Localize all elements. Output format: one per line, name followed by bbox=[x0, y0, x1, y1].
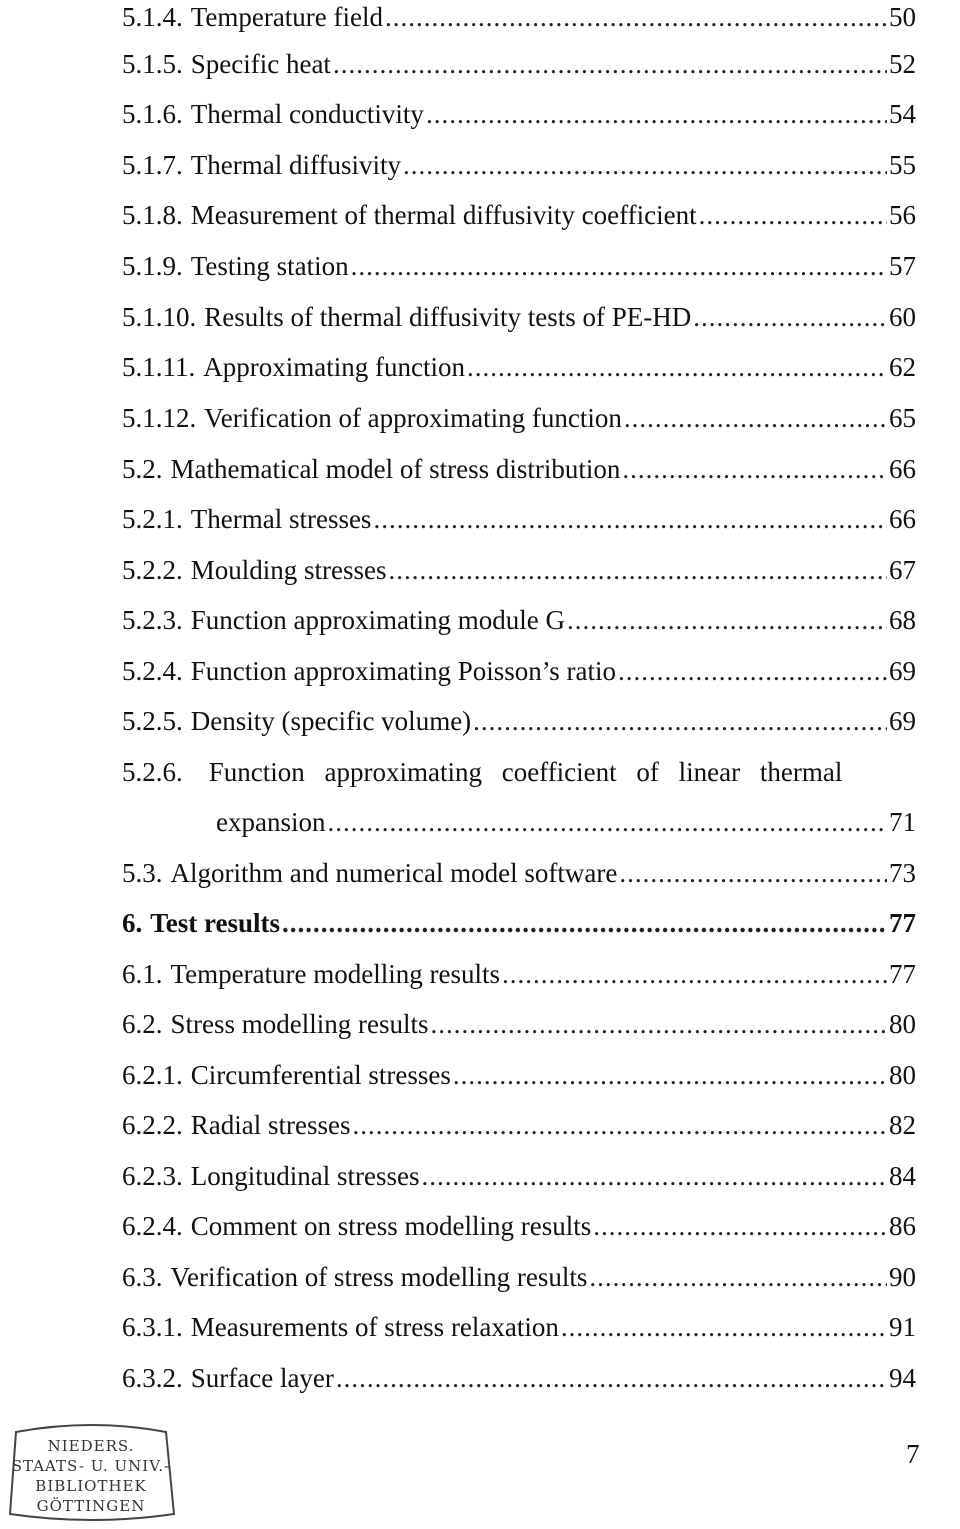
toc-entry-page: 91 bbox=[889, 1312, 916, 1342]
toc-leader-dots bbox=[619, 856, 887, 890]
toc-entry-page: 62 bbox=[889, 352, 916, 382]
stamp-line: STAATS- U. UNIV.- bbox=[11, 1457, 171, 1475]
toc-entry-title: Specific heat bbox=[190, 49, 331, 79]
toc-entry bbox=[122, 502, 916, 536]
toc-entry-title: Testing station bbox=[190, 251, 349, 281]
library-stamp bbox=[2, 1418, 180, 1526]
toc-leader-dots bbox=[431, 1007, 888, 1041]
toc-entry-page: 77 bbox=[889, 908, 916, 938]
toc-entry bbox=[216, 805, 916, 839]
toc-entry-number: 5.2.2. bbox=[122, 555, 183, 585]
toc-entry-title: Density (specific volume) bbox=[190, 706, 472, 736]
toc-entry-title: Measurements of stress relaxation bbox=[190, 1312, 559, 1342]
toc-entry-title: Stress modelling results bbox=[170, 1009, 429, 1039]
toc-leader-dots bbox=[453, 1058, 887, 1092]
toc-entry bbox=[122, 856, 916, 890]
toc-entry-page: 80 bbox=[889, 1009, 916, 1039]
toc-entry-title: Longitudinal stresses bbox=[190, 1161, 420, 1191]
toc-entry-number: 6.2.1. bbox=[122, 1060, 183, 1090]
toc-entry-number: 6.3.2. bbox=[122, 1363, 183, 1393]
toc-entry-page: 55 bbox=[889, 150, 916, 180]
toc-leader-dots bbox=[467, 350, 887, 384]
toc-entry-page: 90 bbox=[889, 1262, 916, 1292]
toc-entry-title: Moulding stresses bbox=[190, 555, 387, 585]
toc-entry-page: 54 bbox=[889, 99, 916, 129]
toc-entry-title: Results of thermal diffusivity tests of PE-HD bbox=[204, 302, 692, 332]
toc-entry-page: 56 bbox=[889, 200, 916, 230]
toc-entry-number: 5.1.10. bbox=[122, 302, 197, 332]
toc-entry bbox=[122, 1007, 916, 1041]
toc-entry bbox=[122, 350, 916, 384]
toc-leader-dots bbox=[693, 300, 887, 334]
toc-entry bbox=[122, 1108, 916, 1142]
toc-entry-number: 5.2.4. bbox=[122, 656, 183, 686]
toc-entry-number: 5.1.6. bbox=[122, 99, 183, 129]
toc-entry bbox=[122, 0, 916, 34]
toc-entry bbox=[122, 300, 916, 334]
toc-entry-number: 5.1.4. bbox=[122, 2, 183, 32]
toc-leader-dots bbox=[593, 1209, 887, 1243]
toc-entry-title: Temperature field bbox=[190, 2, 384, 32]
toc-entry bbox=[122, 1310, 916, 1344]
toc-entry-page: 80 bbox=[889, 1060, 916, 1090]
toc-entry-number: 5.2.6. bbox=[122, 757, 183, 787]
toc-entry bbox=[122, 553, 916, 587]
toc-entry bbox=[122, 1209, 916, 1243]
toc-entry-number: 5.2.3. bbox=[122, 605, 183, 635]
toc-leader-dots bbox=[282, 906, 887, 940]
toc-entry-page: 69 bbox=[889, 656, 916, 686]
toc-entry-page: 69 bbox=[889, 706, 916, 736]
toc-entry-page: 60 bbox=[889, 302, 916, 332]
toc-entry-title: Radial stresses bbox=[190, 1110, 351, 1140]
toc-leader-dots bbox=[336, 1361, 887, 1395]
toc-entry-title: Surface layer bbox=[190, 1363, 334, 1393]
toc-leader-dots bbox=[352, 1108, 887, 1142]
toc-entry-number: 6.2. bbox=[122, 1009, 163, 1039]
toc-entry-number: 5.1.11. bbox=[122, 352, 196, 382]
toc-entry-title: Mathematical model of stress distribution bbox=[170, 454, 621, 484]
toc-entry-number: 6.1. bbox=[122, 959, 163, 989]
toc-entry bbox=[122, 603, 916, 637]
toc-entry-number: 6.3.1. bbox=[122, 1312, 183, 1342]
toc-entry-number: 6.2.2. bbox=[122, 1110, 183, 1140]
toc-entry-title: Approximating function bbox=[203, 352, 465, 382]
toc-entry-number: 5.1.7. bbox=[122, 150, 183, 180]
page-number: 7 bbox=[906, 1439, 920, 1469]
stamp-line: GÖTTINGEN bbox=[36, 1497, 146, 1515]
toc-leader-dots bbox=[567, 603, 887, 637]
toc-entry-number: 5.1.12. bbox=[122, 403, 197, 433]
toc-entry-page: 71 bbox=[889, 807, 916, 837]
toc-leader-dots bbox=[622, 452, 887, 486]
toc-entry bbox=[122, 452, 916, 486]
toc-leader-dots bbox=[389, 553, 888, 587]
toc-leader-dots bbox=[421, 1159, 887, 1193]
toc-entry-page: 84 bbox=[889, 1161, 916, 1191]
toc-entry-title: Comment on stress modelling results bbox=[190, 1211, 592, 1241]
toc-entry-page: 66 bbox=[889, 454, 916, 484]
toc-leader-dots bbox=[426, 97, 887, 131]
toc-entry bbox=[122, 198, 916, 232]
toc-entry-number: 5.2.1. bbox=[122, 504, 183, 534]
toc-entry-title: Function approximating coefficient of linear thermal bbox=[208, 757, 843, 787]
toc-entry-title: Function approximating Poisson’s ratio bbox=[190, 656, 616, 686]
toc-entry-number: 5.1.5. bbox=[122, 49, 183, 79]
toc-entry-title: Thermal stresses bbox=[190, 504, 372, 534]
toc-leader-dots bbox=[385, 0, 887, 34]
toc-entry-title: Algorithm and numerical model software bbox=[170, 858, 618, 888]
toc-entry-page: 86 bbox=[889, 1211, 916, 1241]
toc-entry bbox=[122, 755, 920, 789]
toc-leader-dots bbox=[699, 198, 887, 232]
toc-entry bbox=[122, 97, 916, 131]
toc-entry-title: Temperature modelling results bbox=[170, 959, 501, 989]
toc-chapter-entry bbox=[122, 906, 916, 940]
toc-entry bbox=[122, 704, 916, 738]
toc-leader-dots bbox=[618, 654, 887, 688]
toc-leader-dots bbox=[589, 1260, 887, 1294]
toc-entry bbox=[122, 654, 916, 688]
toc-entry-number: 6.2.3. bbox=[122, 1161, 183, 1191]
toc-leader-dots bbox=[403, 148, 887, 182]
toc-entry bbox=[122, 1260, 916, 1294]
toc-entry bbox=[122, 1361, 916, 1395]
toc-entry-number: 5.2. bbox=[122, 454, 163, 484]
toc-entry-number: 6. bbox=[122, 908, 143, 938]
toc-entry-title: expansion bbox=[216, 807, 326, 837]
stamp-line: BIBLIOTHEK bbox=[35, 1477, 147, 1495]
toc-entry bbox=[122, 47, 916, 81]
toc-entry-title: Verification of approximating function bbox=[204, 403, 622, 433]
toc-entry-page: 77 bbox=[889, 959, 916, 989]
toc-leader-dots bbox=[327, 805, 887, 839]
toc-leader-dots bbox=[351, 249, 887, 283]
toc-leader-dots bbox=[373, 502, 887, 536]
toc-entry-page: 68 bbox=[889, 605, 916, 635]
toc-entry-page: 52 bbox=[889, 49, 916, 79]
toc-leader-dots bbox=[333, 47, 887, 81]
toc-entry-number: 6.2.4. bbox=[122, 1211, 183, 1241]
toc-entry-title: Circumferential stresses bbox=[190, 1060, 451, 1090]
toc-entry-page: 73 bbox=[889, 858, 916, 888]
toc-entry bbox=[122, 957, 916, 991]
toc-entry-page: 66 bbox=[889, 504, 916, 534]
stamp-line: NIEDERS. bbox=[47, 1437, 135, 1455]
toc-entry-title: Test results bbox=[150, 908, 281, 938]
toc-entry-number: 5.3. bbox=[122, 858, 163, 888]
toc-leader-dots bbox=[502, 957, 887, 991]
toc-entry-title: Measurement of thermal diffusivity coefficient bbox=[190, 200, 697, 230]
toc-entry-page: 57 bbox=[889, 251, 916, 281]
toc-entry-title: Thermal diffusivity bbox=[190, 150, 401, 180]
toc-entry bbox=[122, 1159, 916, 1193]
toc-entry bbox=[122, 401, 916, 435]
toc-entry-page: 50 bbox=[889, 2, 916, 32]
toc-entry-number: 5.1.8. bbox=[122, 200, 183, 230]
toc-entry bbox=[122, 148, 916, 182]
toc-leader-dots bbox=[624, 401, 887, 435]
toc-entry-page: 82 bbox=[889, 1110, 916, 1140]
toc-entry-page: 67 bbox=[889, 555, 916, 585]
toc-entry-title: Thermal conductivity bbox=[190, 99, 424, 129]
toc-entry-title: Function approximating module G bbox=[190, 605, 565, 635]
toc-leader-dots bbox=[561, 1310, 887, 1344]
toc-leader-dots bbox=[473, 704, 887, 738]
toc-entry-number: 5.1.9. bbox=[122, 251, 183, 281]
toc-entry bbox=[122, 1058, 916, 1092]
toc-entry-number: 6.3. bbox=[122, 1262, 163, 1292]
toc-entry-title: Verification of stress modelling results bbox=[170, 1262, 588, 1292]
toc-entry-page: 94 bbox=[889, 1363, 916, 1393]
toc-entry-page: 65 bbox=[889, 403, 916, 433]
toc-entry bbox=[122, 249, 916, 283]
toc-entry-number: 5.2.5. bbox=[122, 706, 183, 736]
